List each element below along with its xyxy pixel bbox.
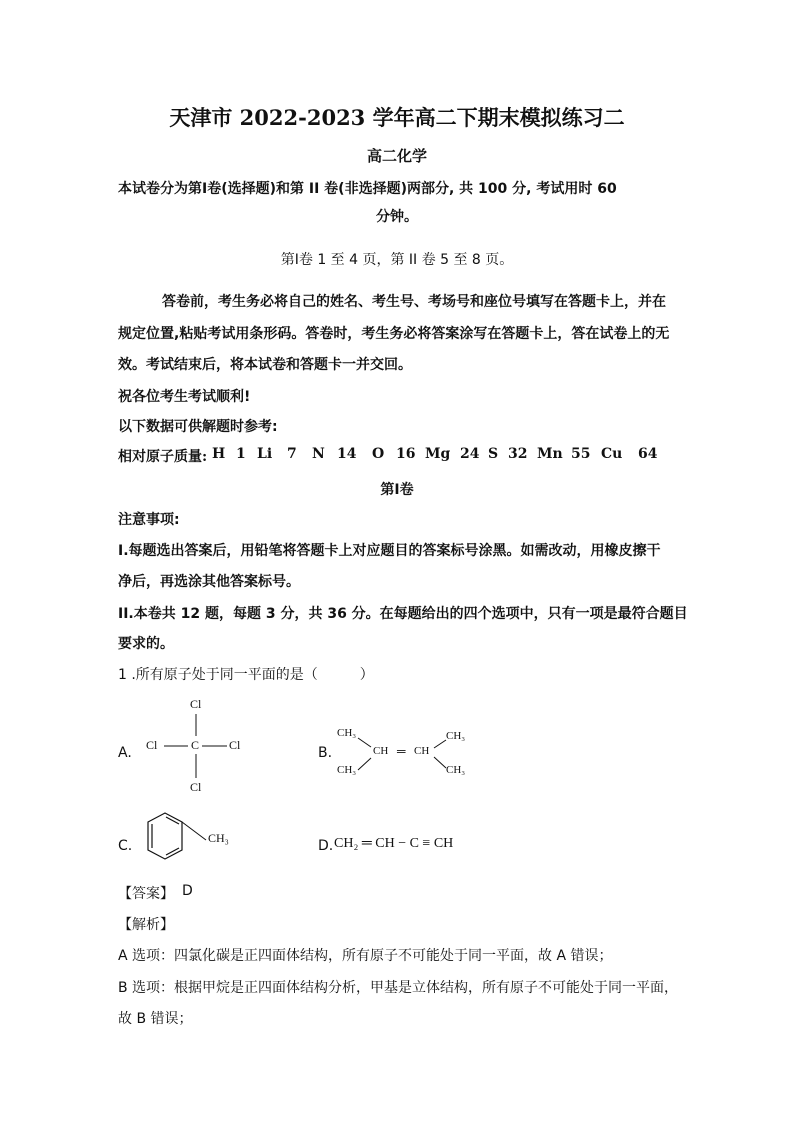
ch-group: CH: [373, 745, 389, 757]
intro-line-1: 本试卷分为第Ⅰ卷(选择题)和第 II 卷(非选择题)两部分, 共 100 分, 考试用时 60: [118, 181, 617, 197]
option-d-label: D.: [318, 838, 334, 854]
option-a-label: A.: [118, 745, 132, 761]
subject-title: 高二化学: [366, 147, 427, 165]
answer-label: 【答案】: [118, 886, 174, 902]
atom-label: C: [191, 738, 200, 752]
mass-element: H: [212, 446, 226, 462]
answer-value: D: [182, 883, 193, 899]
mass-element: S: [488, 446, 499, 462]
note-2-line-2: 要求的。: [118, 636, 174, 652]
page-title: 天津市 2022-2023 学年高二下期末模拟练习二: [169, 105, 625, 130]
intro-pages: 第Ⅰ卷 1 至 4 页，第 II 卷 5 至 8 页。: [280, 252, 514, 268]
note-1-line-1: I.每题选出答案后，用铅笔将答题卡上对应题目的答案标号涂黑。如需改动，用橡皮擦干: [118, 543, 661, 559]
instructions-line-1: 答卷前，考生务必将自己的姓名、考生号、考场号和座位号填写在答题卡上，并在: [162, 294, 666, 310]
mass-element: Mn: [537, 446, 563, 462]
atom-label: Cl: [229, 738, 241, 752]
analysis-b-line-1: B 选项：根据甲烷是正四面体结构分析，甲基是立体结构，所有原子不可能处于同一平面，: [118, 980, 679, 996]
question-1-stem: 1 .所有原子处于同一平面的是（ ）: [118, 667, 374, 683]
note-2-line-1: II.本卷共 12 题，每题 3 分，共 36 分。在每题给出的四个选项中，只有一项是最符合题目: [118, 606, 688, 622]
volume-heading: 第Ⅰ卷: [380, 482, 414, 498]
methyl-group: CH₃: [337, 764, 357, 776]
mass-element: N: [312, 446, 325, 462]
reference-line: 以下数据可供解题时参考:: [118, 419, 278, 435]
methyl-group: CH₃: [208, 831, 229, 845]
wish-line: 祝各位考生考试顺利!: [118, 389, 251, 405]
option-d-formula: CH₂ ═ CH − C ≡ CH: [334, 836, 454, 851]
intro-line-2: 分钟。: [376, 209, 418, 225]
mass-element: Cu: [601, 446, 623, 462]
mass-element: Li: [257, 446, 273, 462]
atom-label: Cl: [146, 738, 158, 752]
methyl-group: CH₃: [446, 764, 466, 776]
atomic-mass-label: 相对原子质量:: [118, 449, 208, 465]
mass-value: 16: [396, 446, 416, 462]
note-1-line-2: 净后，再选涂其他答案标号。: [118, 574, 300, 590]
mass-value: 24: [460, 446, 480, 462]
mass-value: 1: [236, 446, 246, 462]
double-bond: ═: [397, 744, 406, 758]
methyl-group: CH₃: [337, 727, 357, 739]
notes-heading: 注意事项:: [118, 512, 180, 528]
mass-value: 64: [638, 446, 658, 462]
ch-group: CH: [414, 745, 430, 757]
option-c-label: C.: [118, 838, 133, 854]
analysis-label: 【解析】: [118, 917, 174, 933]
analysis-a: A 选项：四氯化碳是正四面体结构，所有原子不可能处于同一平面，故 A 错误；: [118, 948, 613, 964]
instructions-line-3: 效。考试结束后，将本试卷和答题卡一并交回。: [118, 357, 412, 373]
mass-value: 7: [287, 446, 297, 462]
analysis-b-line-2: 故 B 错误；: [118, 1011, 193, 1027]
option-b-label: B.: [318, 745, 333, 761]
mass-value: 14: [337, 446, 357, 462]
atom-label: Cl: [190, 780, 202, 794]
mass-element: Mg: [425, 446, 451, 462]
mass-element: O: [372, 446, 385, 462]
mass-value: 55: [571, 446, 591, 462]
atom-label: Cl: [190, 697, 202, 711]
instructions-line-2: 规定位置,粘贴考试用条形码。答卷时，考生务必将答案涂写在答题卡上，答在试卷上的无: [118, 326, 670, 342]
mass-value: 32: [508, 446, 528, 462]
methyl-group: CH₃: [446, 730, 466, 742]
